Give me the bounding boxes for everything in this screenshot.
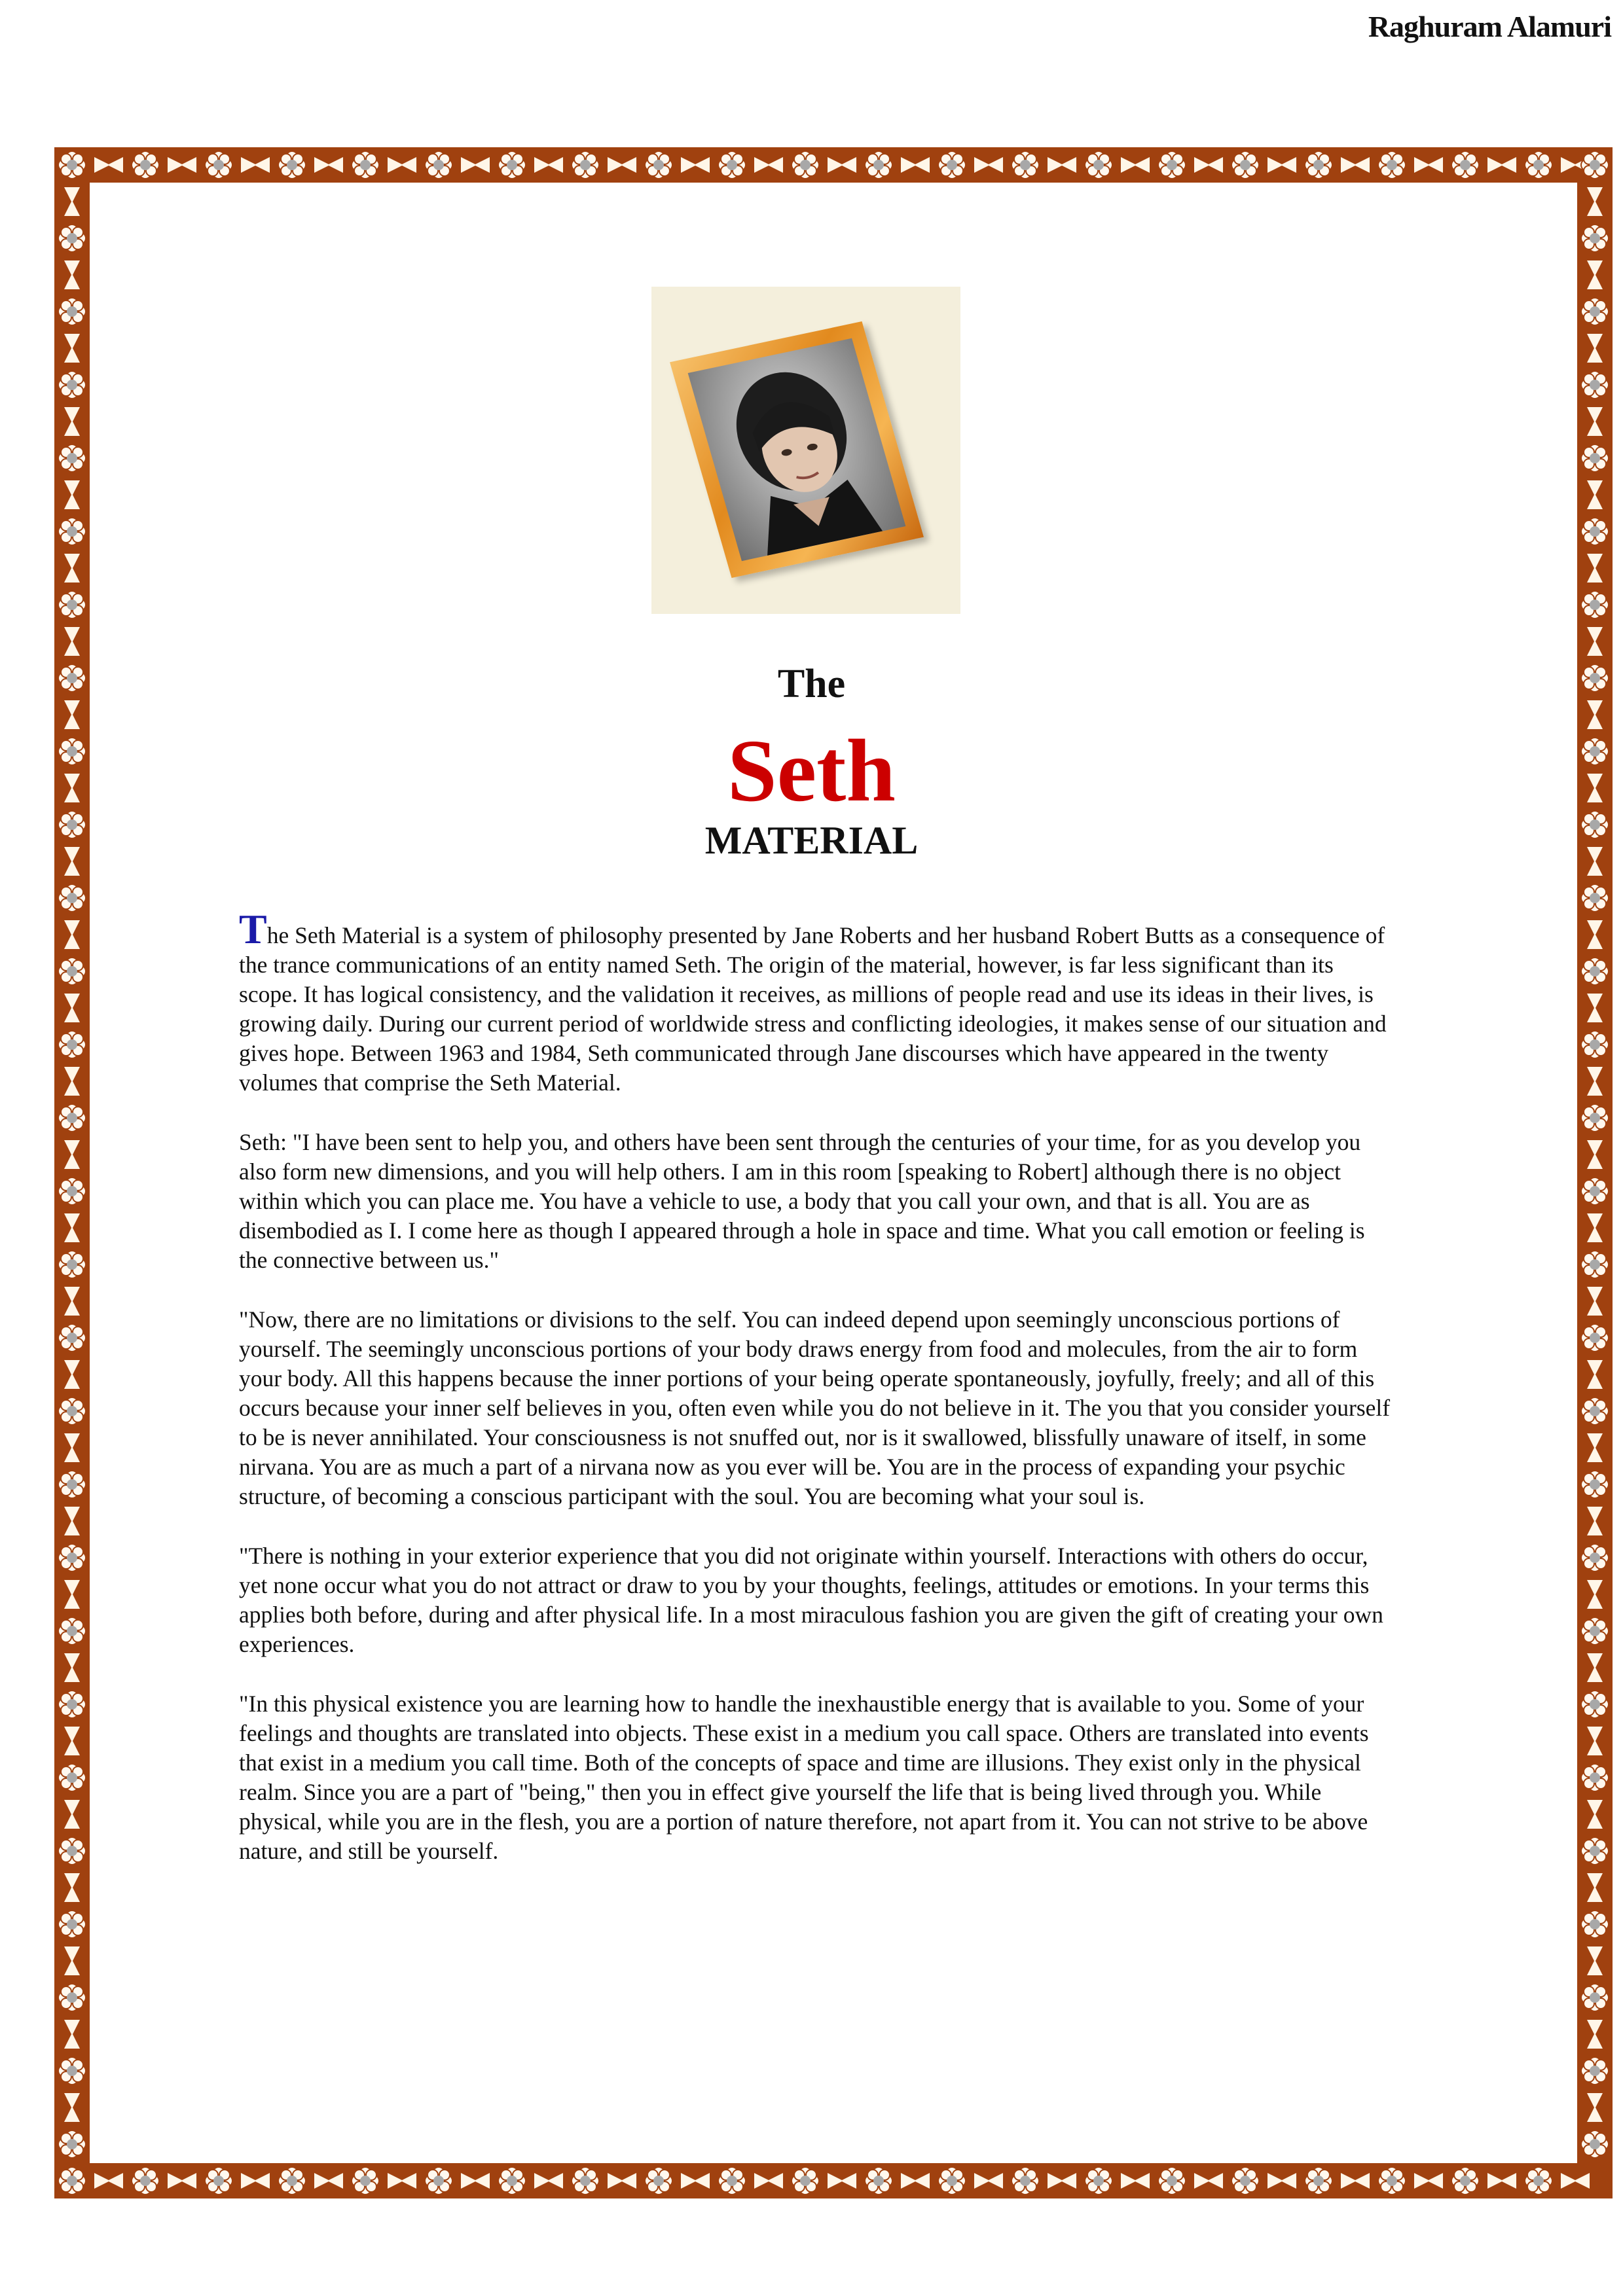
border-flower-icon <box>1581 224 1609 252</box>
border-flower-icon <box>1305 151 1332 179</box>
border-flower-icon <box>58 1984 86 2011</box>
border-arrow-icon <box>1580 1943 1609 1979</box>
border-arrow-icon <box>824 2166 860 2195</box>
border-flower-icon <box>205 151 232 179</box>
border-arrow-icon <box>90 151 127 179</box>
border-arrow-icon <box>1264 151 1300 179</box>
border-arrow-icon <box>58 1649 86 1686</box>
border-arrow-icon <box>677 151 714 179</box>
paragraph-exterior-experience: "There is nothing in your exterior experience that you did not originate within yourself. Interactions with others do occur, yet none occur what you do not attract or draw to you by your thoughts, feelings, attitudes or emotions. In your terms this applies both before, during and after physical life. In a most miraculous fashion you are given the gift of creating your own experiences. <box>239 1543 1383 1657</box>
border-arrow-icon <box>677 2166 714 2195</box>
border-flower-icon <box>1231 2167 1259 2195</box>
border-flower-icon <box>1525 151 1552 179</box>
border-flower-icon <box>792 151 819 179</box>
border-flower-icon <box>132 2167 159 2195</box>
border-flower-icon <box>572 2167 599 2195</box>
border-arrow-icon <box>58 1723 86 1759</box>
border-flower-icon <box>278 2167 306 2195</box>
border-flower-icon <box>278 151 306 179</box>
border-arrow-icon <box>58 1283 86 1319</box>
border-arrow-icon <box>58 2016 86 2053</box>
border-flower-icon <box>1581 1251 1609 1278</box>
border-flower-icon <box>1581 1837 1609 1865</box>
border-flower-icon <box>58 884 86 912</box>
border-arrow-icon <box>1580 1136 1609 1173</box>
border-flower-icon <box>1581 298 1609 325</box>
border-arrow-icon <box>58 183 86 220</box>
border-flower-icon <box>58 1177 86 1205</box>
border-arrow-icon <box>1190 2166 1227 2195</box>
border-flower-icon <box>58 591 86 619</box>
border-arrow-icon <box>970 151 1007 179</box>
border-arrow-icon <box>1190 151 1227 179</box>
border-flower-icon <box>58 1031 86 1058</box>
border-flower-icon <box>425 2167 452 2195</box>
title-seth: Seth <box>727 722 896 820</box>
border-flower-icon <box>1581 1764 1609 1791</box>
border-arrow-icon <box>237 151 274 179</box>
border-arrow-icon <box>384 2166 420 2195</box>
border-flower-icon <box>1451 151 1479 179</box>
border-flower-icon <box>1581 1544 1609 1571</box>
border-flower-icon <box>1085 151 1112 179</box>
border-arrow-icon <box>1337 2166 1374 2195</box>
border-arrow-icon <box>1580 1503 1609 1539</box>
border-flower-icon <box>1581 1691 1609 1718</box>
border-arrow-icon <box>1117 2166 1154 2195</box>
border-arrow-icon <box>384 151 420 179</box>
border-flower-icon <box>938 151 966 179</box>
border-flower-icon <box>718 2167 746 2195</box>
border-flower-icon <box>1012 151 1039 179</box>
border-arrow-icon <box>1580 1210 1609 1246</box>
border-flower-icon <box>1581 958 1609 985</box>
border-flower-icon <box>1378 2167 1406 2195</box>
border-flower-icon <box>58 1764 86 1791</box>
border-flower-icon <box>58 1397 86 1425</box>
border-arrow-icon <box>58 1356 86 1393</box>
title-the: The <box>777 662 846 706</box>
border-flower-icon <box>1581 591 1609 619</box>
border-arrow-icon <box>1580 403 1609 440</box>
border-arrow-icon <box>58 1136 86 1173</box>
border-flower-icon <box>58 298 86 325</box>
border-arrow-icon <box>58 1576 86 1613</box>
border-arrow-icon <box>58 1943 86 1979</box>
portrait-image-panel <box>651 287 960 614</box>
border-arrow-icon <box>1580 2089 1609 2126</box>
border-arrow-icon <box>1580 1429 1609 1466</box>
border-flower-icon <box>58 1910 86 1938</box>
border-arrow-icon <box>58 990 86 1026</box>
border-flower-icon <box>58 371 86 399</box>
border-arrow-icon <box>1580 1649 1609 1686</box>
border-arrow-icon <box>1484 151 1520 179</box>
border-flower-icon <box>1581 371 1609 399</box>
article-body <box>239 906 1398 1896</box>
border-flower-icon <box>1231 151 1259 179</box>
border-flower-icon <box>1581 1031 1609 1058</box>
border-flower-icon <box>58 1691 86 1718</box>
paragraph-seth-quote: Seth: "I have been sent to help you, and others have been sent through the centuries of your time, for as you develop you also form new dimensions, and you will help others. I am in this room [speaking to Robert] although there is no object within which you can place me. You have a vehicle to use, a body that you call your own, and that is all. You are as disembodied as I. I come here as though I appeared through a hole in space and time. What you call emotion or feeling is the connective between us." <box>239 1129 1365 1273</box>
border-arrow-icon <box>897 2166 934 2195</box>
border-flower-icon <box>58 2130 86 2158</box>
border-arrow-icon <box>58 403 86 440</box>
border-arrow-icon <box>1337 151 1374 179</box>
border-flower-icon <box>58 2057 86 2085</box>
border-flower-icon <box>938 2167 966 2195</box>
border-arrow-icon <box>237 2166 274 2195</box>
border-flower-icon <box>865 151 892 179</box>
border-arrow-icon <box>1410 151 1447 179</box>
border-flower-icon <box>1581 2057 1609 2085</box>
border-arrow-icon <box>58 1869 86 1906</box>
border-flower-icon <box>58 224 86 252</box>
border-flower-icon <box>1158 2167 1186 2195</box>
border-flower-icon <box>58 1544 86 1571</box>
border-flower-icon <box>1581 2130 1609 2158</box>
border-arrow-icon <box>58 916 86 953</box>
border-arrow-icon <box>1580 1796 1609 1833</box>
border-arrow-icon <box>58 257 86 293</box>
border-arrow-icon <box>58 1796 86 1833</box>
border-flower-icon <box>1581 884 1609 912</box>
border-arrow-icon <box>970 2166 1007 2195</box>
border-flower-icon <box>58 1104 86 1132</box>
border-arrow-icon <box>1580 990 1609 1026</box>
paragraph-physical-existence: "In this physical existence you are learning how to handle the inexhaustible energy that is available to you. Some of your feelings and thoughts are translated into objects. These exist in a medium you call space. Others are translated into events that exist in a medium you call time. Both of the concepts of space and time are illusions. They exist only in the physical realm. Since you are a part of "being," then you in effect give yourself the life that is being lived through you. While physical, while you are in the flesh, you are a portion of nature therefore, not apart from it. You can not strive to be above nature, and still be yourself. <box>239 1691 1369 1864</box>
border-flower-icon <box>645 2167 672 2195</box>
border-arrow-icon <box>1264 2166 1300 2195</box>
border-arrow-icon <box>1580 1576 1609 1613</box>
border-arrow-icon <box>530 2166 567 2195</box>
border-arrow-icon <box>750 2166 787 2195</box>
border-flower-icon <box>718 151 746 179</box>
border-flower-icon <box>1581 1617 1609 1645</box>
border-arrow-icon <box>58 550 86 586</box>
border-flower-icon <box>132 151 159 179</box>
border-arrow-icon <box>1580 550 1609 586</box>
border-arrow-icon <box>58 1063 86 1100</box>
border-arrow-icon <box>604 2166 640 2195</box>
border-arrow-icon <box>1044 151 1080 179</box>
border-flower-icon <box>645 151 672 179</box>
border-flower-icon <box>1451 2167 1479 2195</box>
border-arrow-icon <box>90 2166 127 2195</box>
border-arrow-icon <box>1484 2166 1520 2195</box>
border-flower-icon <box>1525 2167 1552 2195</box>
border-flower-icon <box>1581 1104 1609 1132</box>
drop-cap: T <box>239 906 267 952</box>
border-arrow-icon <box>1580 476 1609 513</box>
border-flower-icon <box>1378 151 1406 179</box>
border-arrow-icon <box>1410 2166 1447 2195</box>
border-flower-icon <box>865 2167 892 2195</box>
border-arrow-icon <box>1580 183 1609 220</box>
paragraph-intro-text: he Seth Material is a system of philosophy presented by Jane Roberts and her husband Robert Butts as a consequence of the trance communications of an entity named Seth. The origin of the material, however, is far less significant than its scope. It has logical consistency, and the validation it receives, as millions of people read and use its ideas in their lives, is growing daily. During our current period of worldwide stress and conflicting ideologies, it makes sense of our situation and gives hope. Between 1963 and 1984, Seth communicated through Jane discourses which have appeared in the twenty volumes that comprise the Seth Material. <box>239 922 1387 1096</box>
border-arrow-icon <box>457 2166 494 2195</box>
border-flower-icon <box>1158 151 1186 179</box>
border-flower-icon <box>58 958 86 985</box>
border-arrow-icon <box>824 151 860 179</box>
border-flower-icon <box>1581 1397 1609 1425</box>
border-flower-icon <box>572 151 599 179</box>
border-arrow-icon <box>310 2166 347 2195</box>
border-arrow-icon <box>1580 2016 1609 2053</box>
border-flower-icon <box>498 151 526 179</box>
border-flower-icon <box>58 1324 86 1352</box>
border-arrow-icon <box>530 151 567 179</box>
border-flower-icon <box>1581 1324 1609 1352</box>
border-flower-icon <box>58 1837 86 1865</box>
border-flower-icon <box>1581 151 1609 179</box>
border-arrow-icon <box>58 1210 86 1246</box>
border-arrow-icon <box>1557 2166 1594 2195</box>
border-flower-icon <box>1581 1984 1609 2011</box>
border-arrow-icon <box>897 151 934 179</box>
border-arrow-icon <box>1580 1869 1609 1906</box>
border-arrow-icon <box>750 151 787 179</box>
border-arrow-icon <box>1580 1356 1609 1393</box>
paragraph-intro <box>239 906 1398 1098</box>
border-arrow-icon <box>58 2089 86 2126</box>
title-material: MATERIAL <box>704 819 919 862</box>
border-flower-icon <box>58 1251 86 1278</box>
border-arrow-icon <box>1580 1283 1609 1319</box>
border-arrow-icon <box>58 330 86 367</box>
border-flower-icon <box>1581 444 1609 472</box>
border-arrow-icon <box>1580 1063 1609 1100</box>
border-arrow-icon <box>1117 151 1154 179</box>
portrait-photo <box>688 338 906 561</box>
border-flower-icon <box>58 518 86 545</box>
border-flower-icon <box>792 2167 819 2195</box>
border-arrow-icon <box>457 151 494 179</box>
author-name: Raghuram Alamuri <box>1368 10 1611 43</box>
paragraph-limitations: "Now, there are no limitations or divisions to the self. You can indeed depend upon seemingly unconscious portions of yourself. The seemingly unconscious portions of your body draws energy from food and molecules, from the air to form your body. All this happens because the inner portions of your being operate spontaneously, joyfully, freely; and all of this occurs because your inner self believes in you, often even while you do not believe in it. The you that you consider yourself to be is never annihilated. Your consciousness is not snuffed out, nor is it swallowed, blissfully unaware of itself, in some nirvana. You are as much a part of a nirvana now as you ever will be. You are in the process of expanding your psychic structure, of becoming a conscious participant with the soul. You are becoming what your soul is. <box>239 1306 1391 1509</box>
border-arrow-icon <box>164 2166 200 2195</box>
border-arrow-icon <box>1580 623 1609 660</box>
border-arrow-icon <box>1580 330 1609 367</box>
border-arrow-icon <box>164 151 200 179</box>
border-arrow-icon <box>310 151 347 179</box>
border-arrow-icon <box>58 476 86 513</box>
border-flower-icon <box>1581 518 1609 545</box>
border-flower-icon <box>58 1471 86 1498</box>
border-arrow-icon <box>1580 1723 1609 1759</box>
border-arrow-icon <box>58 1503 86 1539</box>
border-flower-icon <box>1305 2167 1332 2195</box>
border-flower-icon <box>1581 1177 1609 1205</box>
border-flower-icon <box>1085 2167 1112 2195</box>
border-flower-icon <box>352 151 379 179</box>
border-arrow-icon <box>1580 257 1609 293</box>
border-flower-icon <box>498 2167 526 2195</box>
border-flower-icon <box>425 151 452 179</box>
border-flower-icon <box>1581 1910 1609 1938</box>
border-arrow-icon <box>58 1429 86 1466</box>
border-flower-icon <box>58 151 86 179</box>
portrait-figure <box>688 338 906 561</box>
border-arrow-icon <box>58 623 86 660</box>
border-arrow-icon <box>1580 916 1609 953</box>
portrait-frame <box>670 321 924 578</box>
border-flower-icon <box>1581 1471 1609 1498</box>
border-flower-icon <box>352 2167 379 2195</box>
border-arrow-icon <box>1044 2166 1080 2195</box>
border-arrow-icon <box>604 151 640 179</box>
border-flower-icon <box>205 2167 232 2195</box>
border-flower-icon <box>58 444 86 472</box>
border-flower-icon <box>1012 2167 1039 2195</box>
border-flower-icon <box>58 2167 86 2195</box>
border-flower-icon <box>58 1617 86 1645</box>
